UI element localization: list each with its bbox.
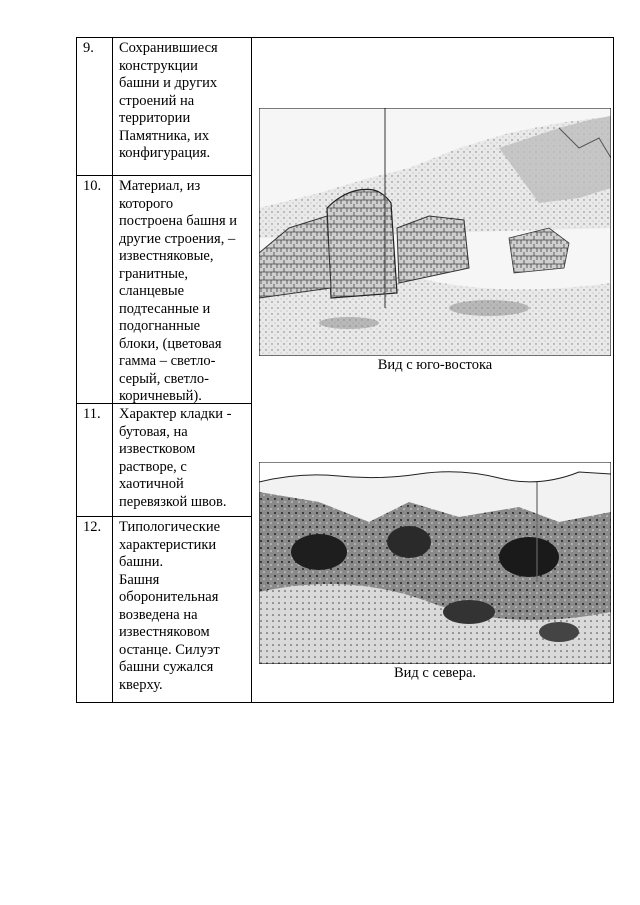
row-number: 9.	[83, 40, 94, 56]
row-text: Характер кладки - бутовая, на известковом растворе, с хаотичной перевязкой швов.	[119, 406, 232, 510]
row-number: 10.	[83, 178, 102, 194]
document-table	[76, 37, 614, 703]
row-text: Типологические характеристики башни. Башня оборонительная возведена на известняковом останце. Силуэт башни сужался кверху.	[119, 519, 221, 693]
column-divider-1	[112, 38, 113, 702]
row-number: 12.	[83, 519, 102, 535]
row-number: 11.	[83, 406, 101, 422]
row-divider	[77, 516, 251, 517]
row-divider	[77, 175, 251, 176]
tower-photo-southeast	[259, 108, 611, 356]
photo-caption: Вид с севера.	[393, 665, 477, 681]
row-text: Сохранившиеся конструкции башни и других строений на территории Памятника, их конфигурация.	[119, 40, 218, 161]
column-divider-2	[251, 38, 252, 702]
photo-caption: Вид с юго-востока	[377, 357, 493, 373]
row-text: Материал, из которого построена башня и другие строения, – известняковые, гранитные, сланцевые подтесанные и подогнанные блоки, (цветовая гамма – светло- серый, светло- коричневый).	[119, 178, 238, 404]
tower-photo-north	[259, 462, 611, 664]
